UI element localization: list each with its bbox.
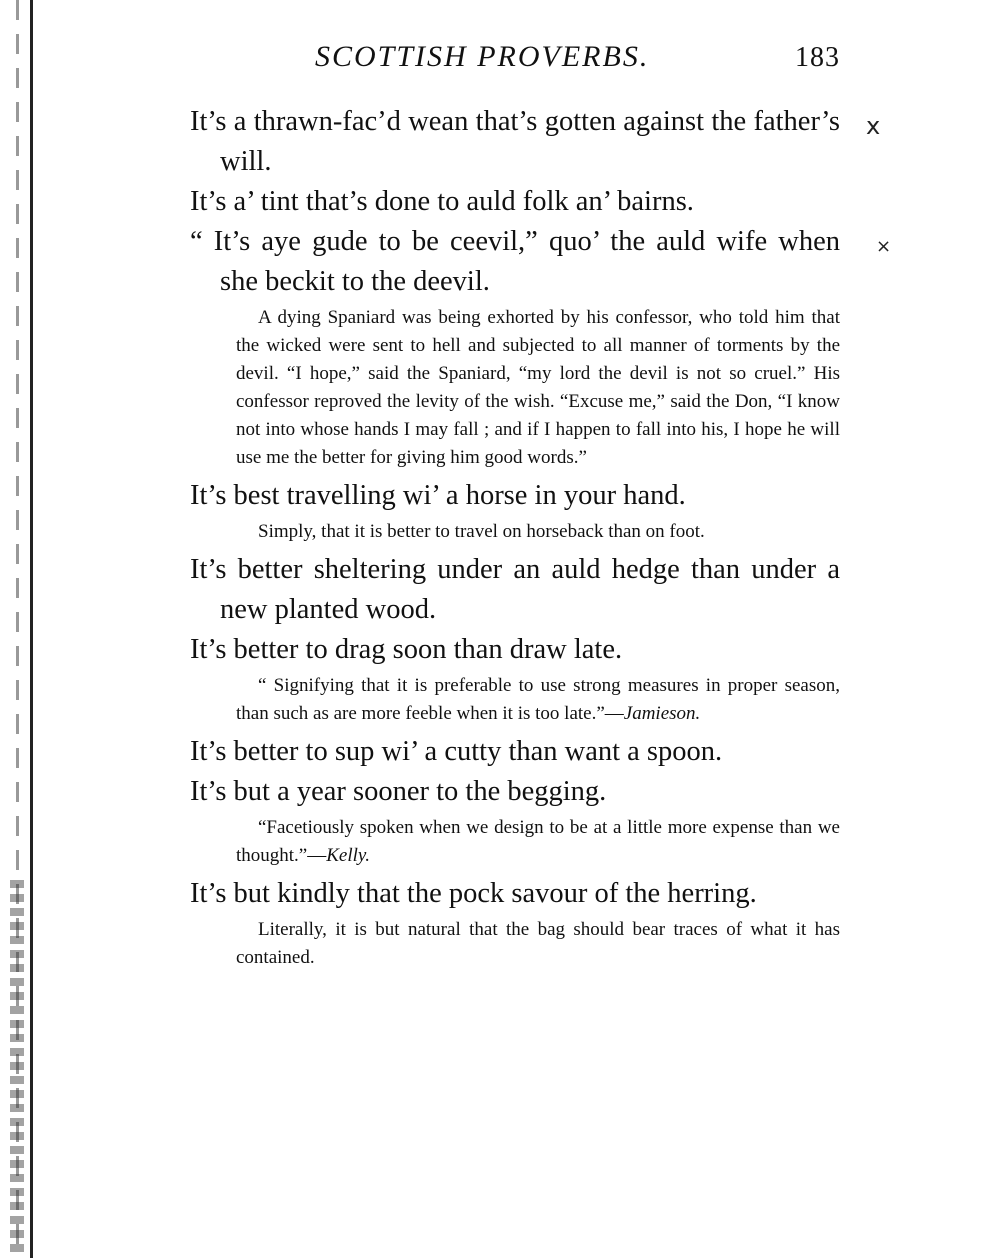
page-body — [190, 102, 840, 976]
note-attribution: Jamieson. — [623, 703, 701, 724]
proverb-entry: It’s but a year sooner to the begging. — [190, 776, 607, 807]
proverb-entry: It’s but kindly that the pock savour of the herring. — [190, 878, 757, 909]
proverb-entry: “ It’s aye gude to be ceevil,” quo’ the auld wife when she beckit to the deevil. — [190, 226, 840, 297]
running-title: SCOTTISH PROVERBS. — [315, 40, 650, 73]
page-binding-shadow-lower — [10, 880, 24, 1258]
proverb-entry: It’s a’ tint that’s done to auld folk an’ bairns. — [190, 186, 694, 217]
note-text: “ Signifying that it is preferable to use strong measures in proper season, than such as are more feeble when it is too late.”— — [236, 675, 840, 724]
proverb-entry: It’s a thrawn-fac’d wean that’s gotten against the father’s will. — [190, 106, 840, 177]
page-header — [190, 40, 840, 80]
proverb-note — [236, 814, 840, 870]
proverb-entry: It’s best travelling wi’ a horse in your hand. — [190, 480, 686, 511]
margin-mark-cross-icon: x — [866, 112, 881, 140]
note-text: “Facetiously spoken when we design to be at a little more expense than we thought.”— — [236, 817, 840, 866]
proverb-entry: It’s better to drag soon than draw late. — [190, 634, 623, 665]
proverb-note: Simply, that it is better to travel on horseback than on foot. — [258, 521, 705, 542]
margin-mark-cross-icon-2: × — [876, 236, 892, 257]
proverb-note — [236, 672, 840, 728]
proverb-note: Literally, it is but natural that the bag should bear traces of what it has contained. — [236, 919, 840, 968]
page-number: 183 — [795, 42, 840, 73]
proverb-entry: It’s better sheltering under an auld hedge than under a new planted wood. — [190, 554, 840, 625]
page-binding-edge — [30, 0, 36, 1258]
note-attribution: Kelly. — [326, 845, 371, 866]
proverb-note: A dying Spaniard was being exhorted by his confessor, who told him that the wicked were sent to hell and subjected to all manner of torments by the devil. “I hope,” said the Spaniard, “my lord the devil is not so cruel.” His confessor reproved the levity of the wish. “Excuse me,” said the Don, “I know not into whose hands I may fall ; and if I happen to fall into his, I hope he will use me the better for giving him good words.” — [236, 307, 840, 468]
proverb-entry: It’s better to sup wi’ a cutty than want a spoon. — [190, 736, 723, 767]
